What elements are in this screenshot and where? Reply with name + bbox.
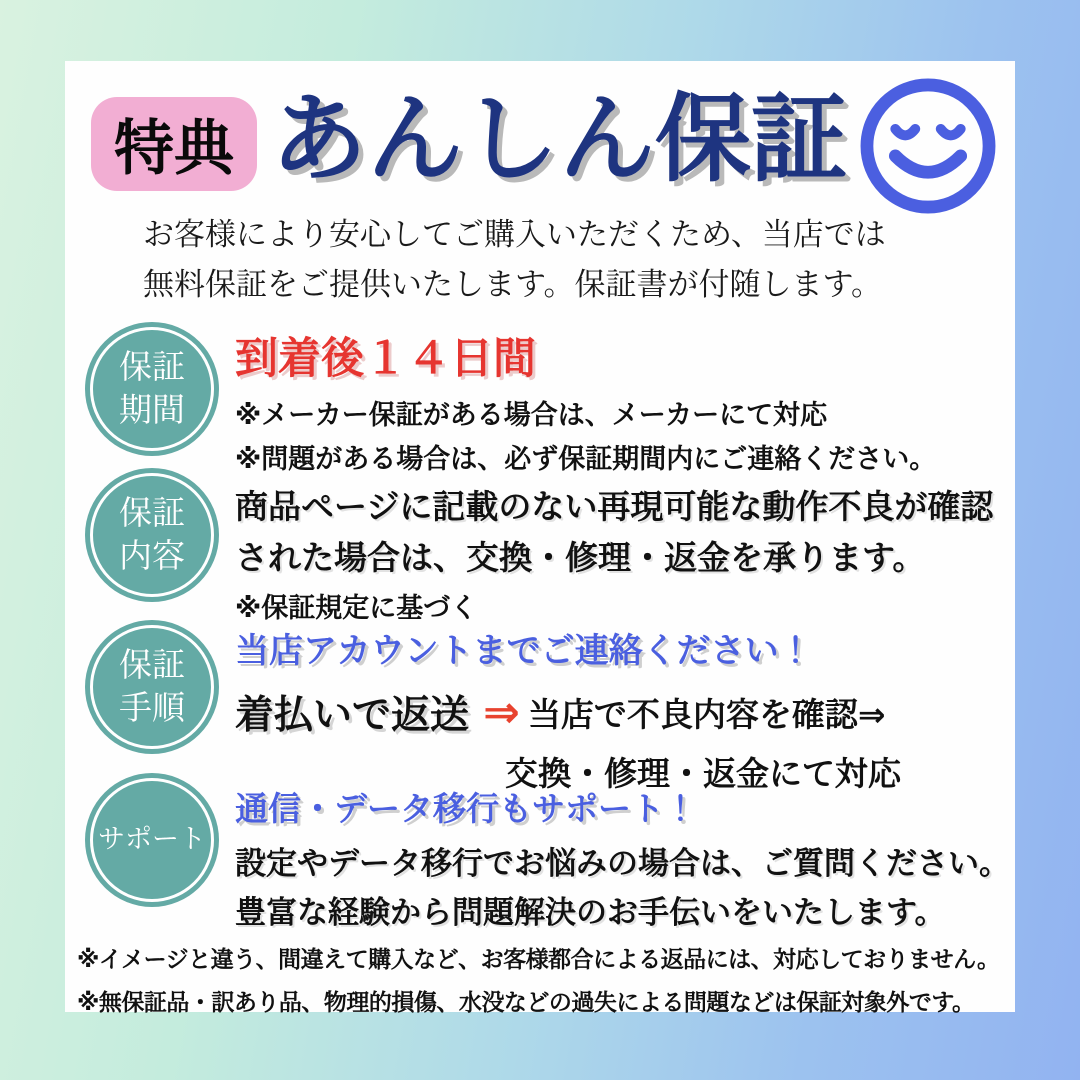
- support-text: 設定やデータ移行でお悩みの場合は、ご質問ください。: [235, 846, 1010, 882]
- warranty-coverage-text: 商品ページに記載のない再現可能な動作不良が確認: [235, 487, 994, 526]
- section-warranty-procedure: [235, 623, 901, 795]
- disclaimer-notes: [77, 939, 1000, 1024]
- intro-line: 無料保証をご提供いたします。保証書が付随します。: [143, 266, 883, 303]
- section-warranty-period: [235, 325, 936, 481]
- section-badge-label: サポート: [98, 824, 206, 856]
- warranty-period-note: ※問題がある場合は、必ず保証期間内にご連絡ください。: [235, 443, 937, 475]
- benefit-badge-label: 特典: [114, 114, 234, 184]
- benefit-badge: [91, 97, 257, 191]
- procedure-step-resolve: 交換・修理・返金にて対応: [505, 754, 901, 793]
- arrow-right-icon: ⇒: [483, 686, 520, 738]
- section-badge-support: [85, 773, 219, 907]
- section-badge-warranty-coverage: [85, 468, 219, 602]
- section-warranty-coverage: [235, 481, 993, 631]
- section-badge-warranty-period: [85, 322, 219, 456]
- warranty-period-heading: 到着後１４日間: [235, 334, 536, 384]
- procedure-step-check: 当店で不良内容を確認⇒: [527, 694, 886, 734]
- section-badge-label: 期間: [119, 390, 185, 429]
- intro-text: [143, 211, 886, 310]
- guarantee-card: [65, 61, 1015, 1016]
- section-badge-warranty-procedure: [85, 620, 219, 754]
- section-badge-label: 内容: [119, 536, 185, 575]
- section-badge-label: 保証: [119, 493, 185, 533]
- procedure-step-row: [235, 684, 901, 740]
- section-badge-label: 保証: [119, 645, 185, 685]
- disclaimer-note: ※イメージと違う、間違えて購入など、お客様都合による返品には、対応しておりません。: [77, 947, 1000, 973]
- page-title: あんしん保証: [271, 83, 847, 195]
- intro-line: お客様により安心してご購入いただくため、当店では: [143, 217, 886, 253]
- warranty-coverage-text: された場合は、交換・修理・返金を承ります。: [235, 538, 926, 578]
- disclaimer-note: ※無保証品・訳あり品、物理的損傷、水没などの過失による問題などは保証対象外です。: [77, 989, 975, 1016]
- warranty-period-note: ※メーカー保証がある場合は、メーカーにて対応: [235, 400, 828, 431]
- section-badge-label: 保証: [119, 347, 185, 387]
- support-text: 豊富な経験から問題解決のお手伝いをいたします。: [235, 894, 946, 931]
- procedure-step-send: 着払いで返送: [235, 693, 470, 738]
- smiley-face-icon: [857, 75, 999, 217]
- warranty-coverage-note: ※保証規定に基づく: [235, 593, 478, 625]
- section-badge-label: 手順: [119, 688, 185, 727]
- support-heading: 通信・データ移行もサポート！: [235, 789, 697, 828]
- warranty-procedure-heading: 当店アカウントまでご連絡ください！: [235, 631, 813, 671]
- section-support: [235, 783, 1010, 938]
